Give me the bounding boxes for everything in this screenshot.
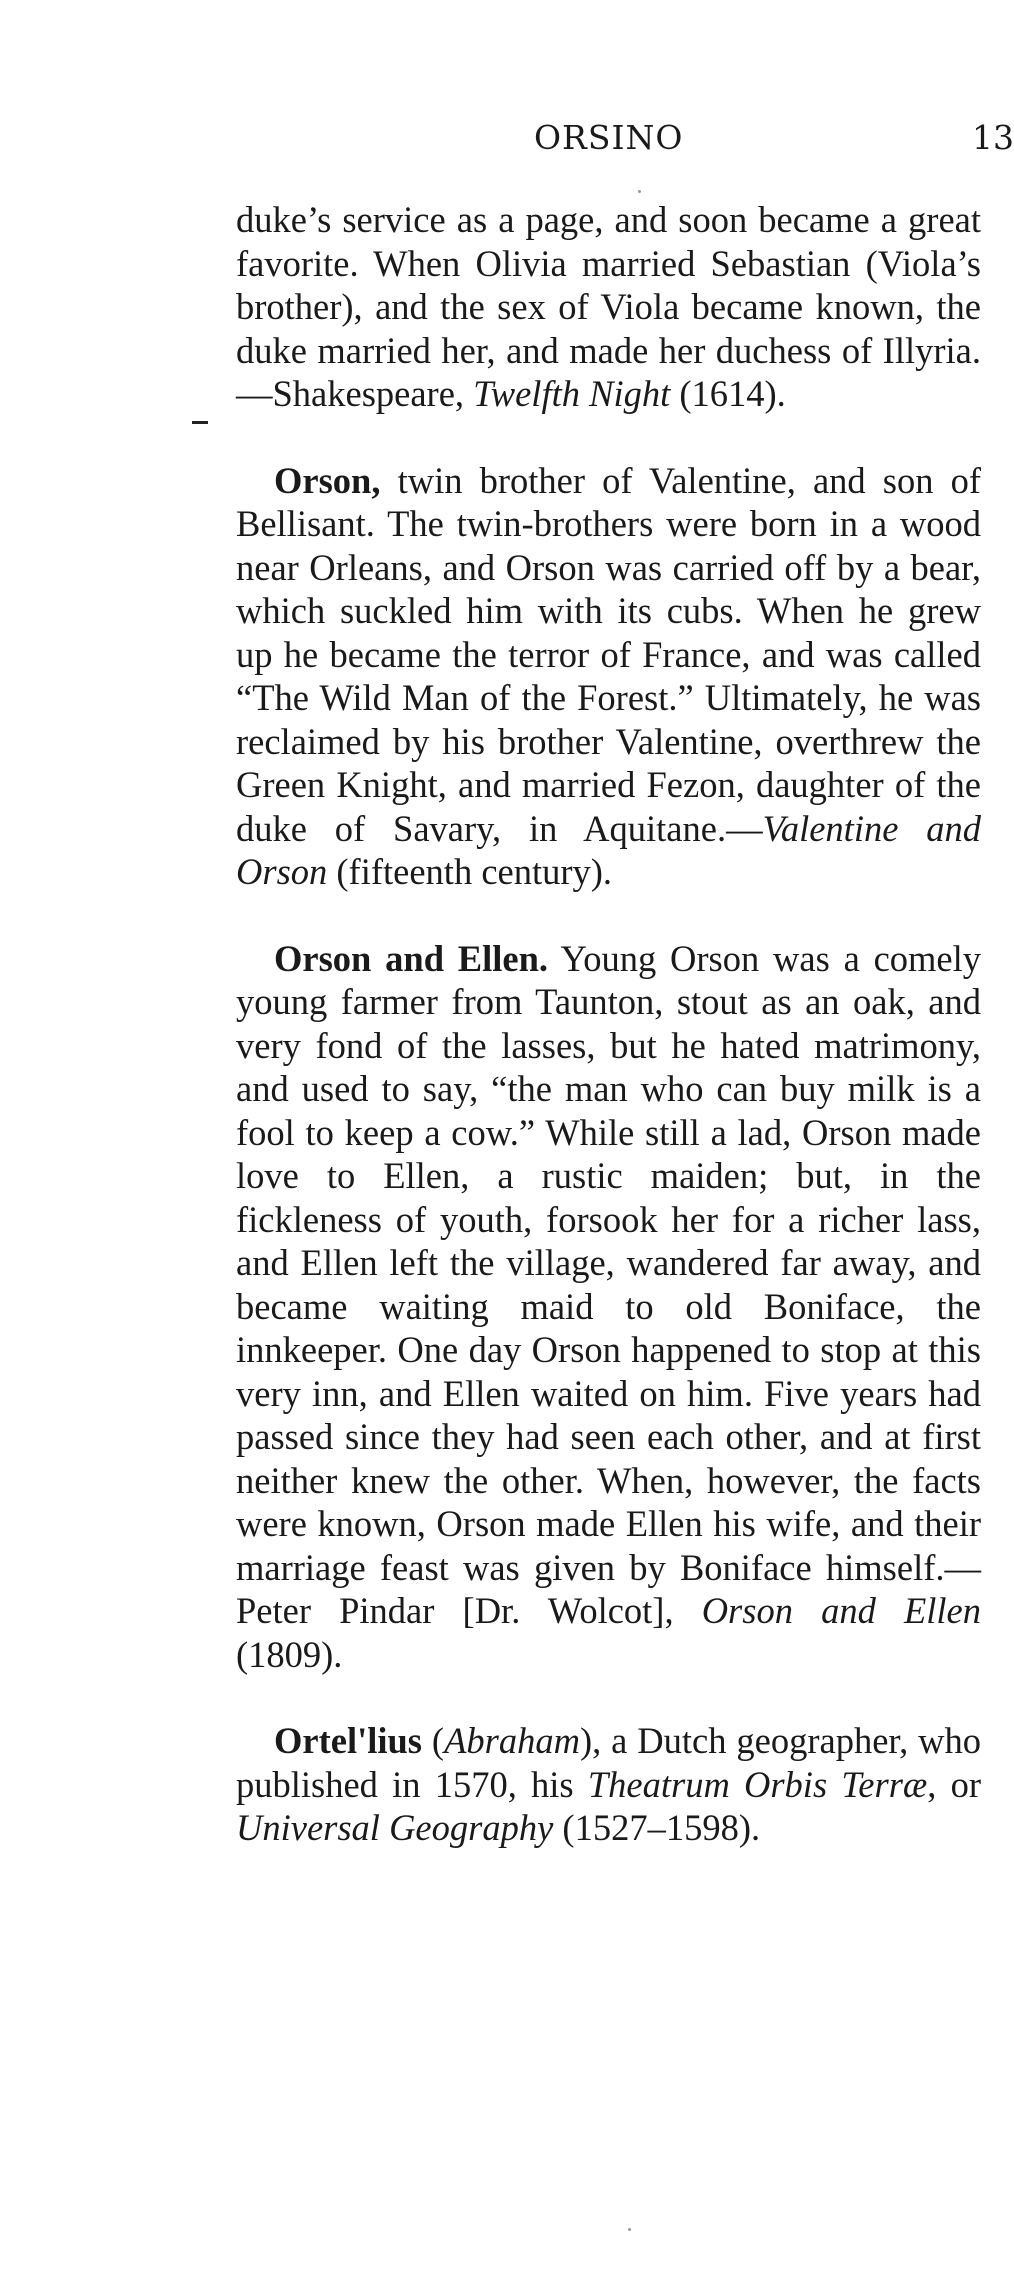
entry-orson [236,459,981,894]
entry-text: ), a Dutch geographer, who published in 1570, his [236,1720,981,1805]
text-column [236,198,981,1893]
entry-ortellius [236,1719,981,1850]
work-title: Valentine and Orson [236,807,981,892]
headword: Orson and Ellen. [274,937,549,979]
work-title: Universal Geography [236,1807,554,1848]
entry-text: Young Orson was a comely young farmer from Taunton, stout as an oak, and very fond of the lasses, but he hated matrimony, and used to say, “the man who can buy milk is a fool to keep a cow.” While still a lad, Orson made love to Ellen, a rustic maiden; but, in the fickleness of youth, forsook her for a richer lass, and Ellen left the village, wandered far away, and became waiting maid to old Boniface, the innkeeper. One day Orson happened to stop at this very inn, and Ellen waited on him. Five years had passed since they had seen each other, and at first neither knew the other. When, however, the facts were known, Orson made Ellen his wife, and their marriage feast was given by Boniface himself.—Peter Pindar [Dr. Wolcot], [236,937,981,1631]
headword: Ortel'lius [274,1720,423,1761]
person-name: Abraham [444,1720,580,1761]
headword: Orson, [274,459,381,501]
entry-text: ( [422,1720,445,1761]
entry-text: twin brother of Valentine, and son of Bellisant. The twin-brothers were born in a wood near Orleans, and Orson was carried off by a bear, which suckled him with its cubs. When he grew up he became the terror of France, and was called “The Wild Man of the Forest.” Ultimately, he was reclaimed by his brother Valentine, overthrew the Green Knight, and married Fezon, daughter of the duke of Savary, in Aquitane.— [236,459,981,849]
work-title: Orson and Ellen [701,1590,981,1631]
page-number: 13 [972,118,1014,157]
entry-text: (fifteenth century). [327,851,613,892]
print-speck [628,2228,631,2231]
entry-text: , or [927,1763,981,1805]
entry-text: (1614). [670,373,786,414]
entry-text: (1809). [236,1633,343,1675]
page-header [0,118,1014,168]
margin-mark [192,421,208,424]
work-title: Twelfth Night [473,373,671,414]
entry-continuation [236,198,981,416]
work-title: Theatrum Orbis Terræ [587,1763,928,1805]
entry-orson-and-ellen [236,937,981,1677]
entry-text: duke’s service as a page, and soon became a great favorite. When Olivia married Sebastian (Viola’s brother), and the sex of Viola became known, the duke married her, and made her duchess of Illyria.—Shakespeare, [236,199,981,414]
running-head: ORSINO [534,118,684,157]
entry-text: (1527–1598). [553,1807,761,1848]
print-speck [638,190,641,193]
